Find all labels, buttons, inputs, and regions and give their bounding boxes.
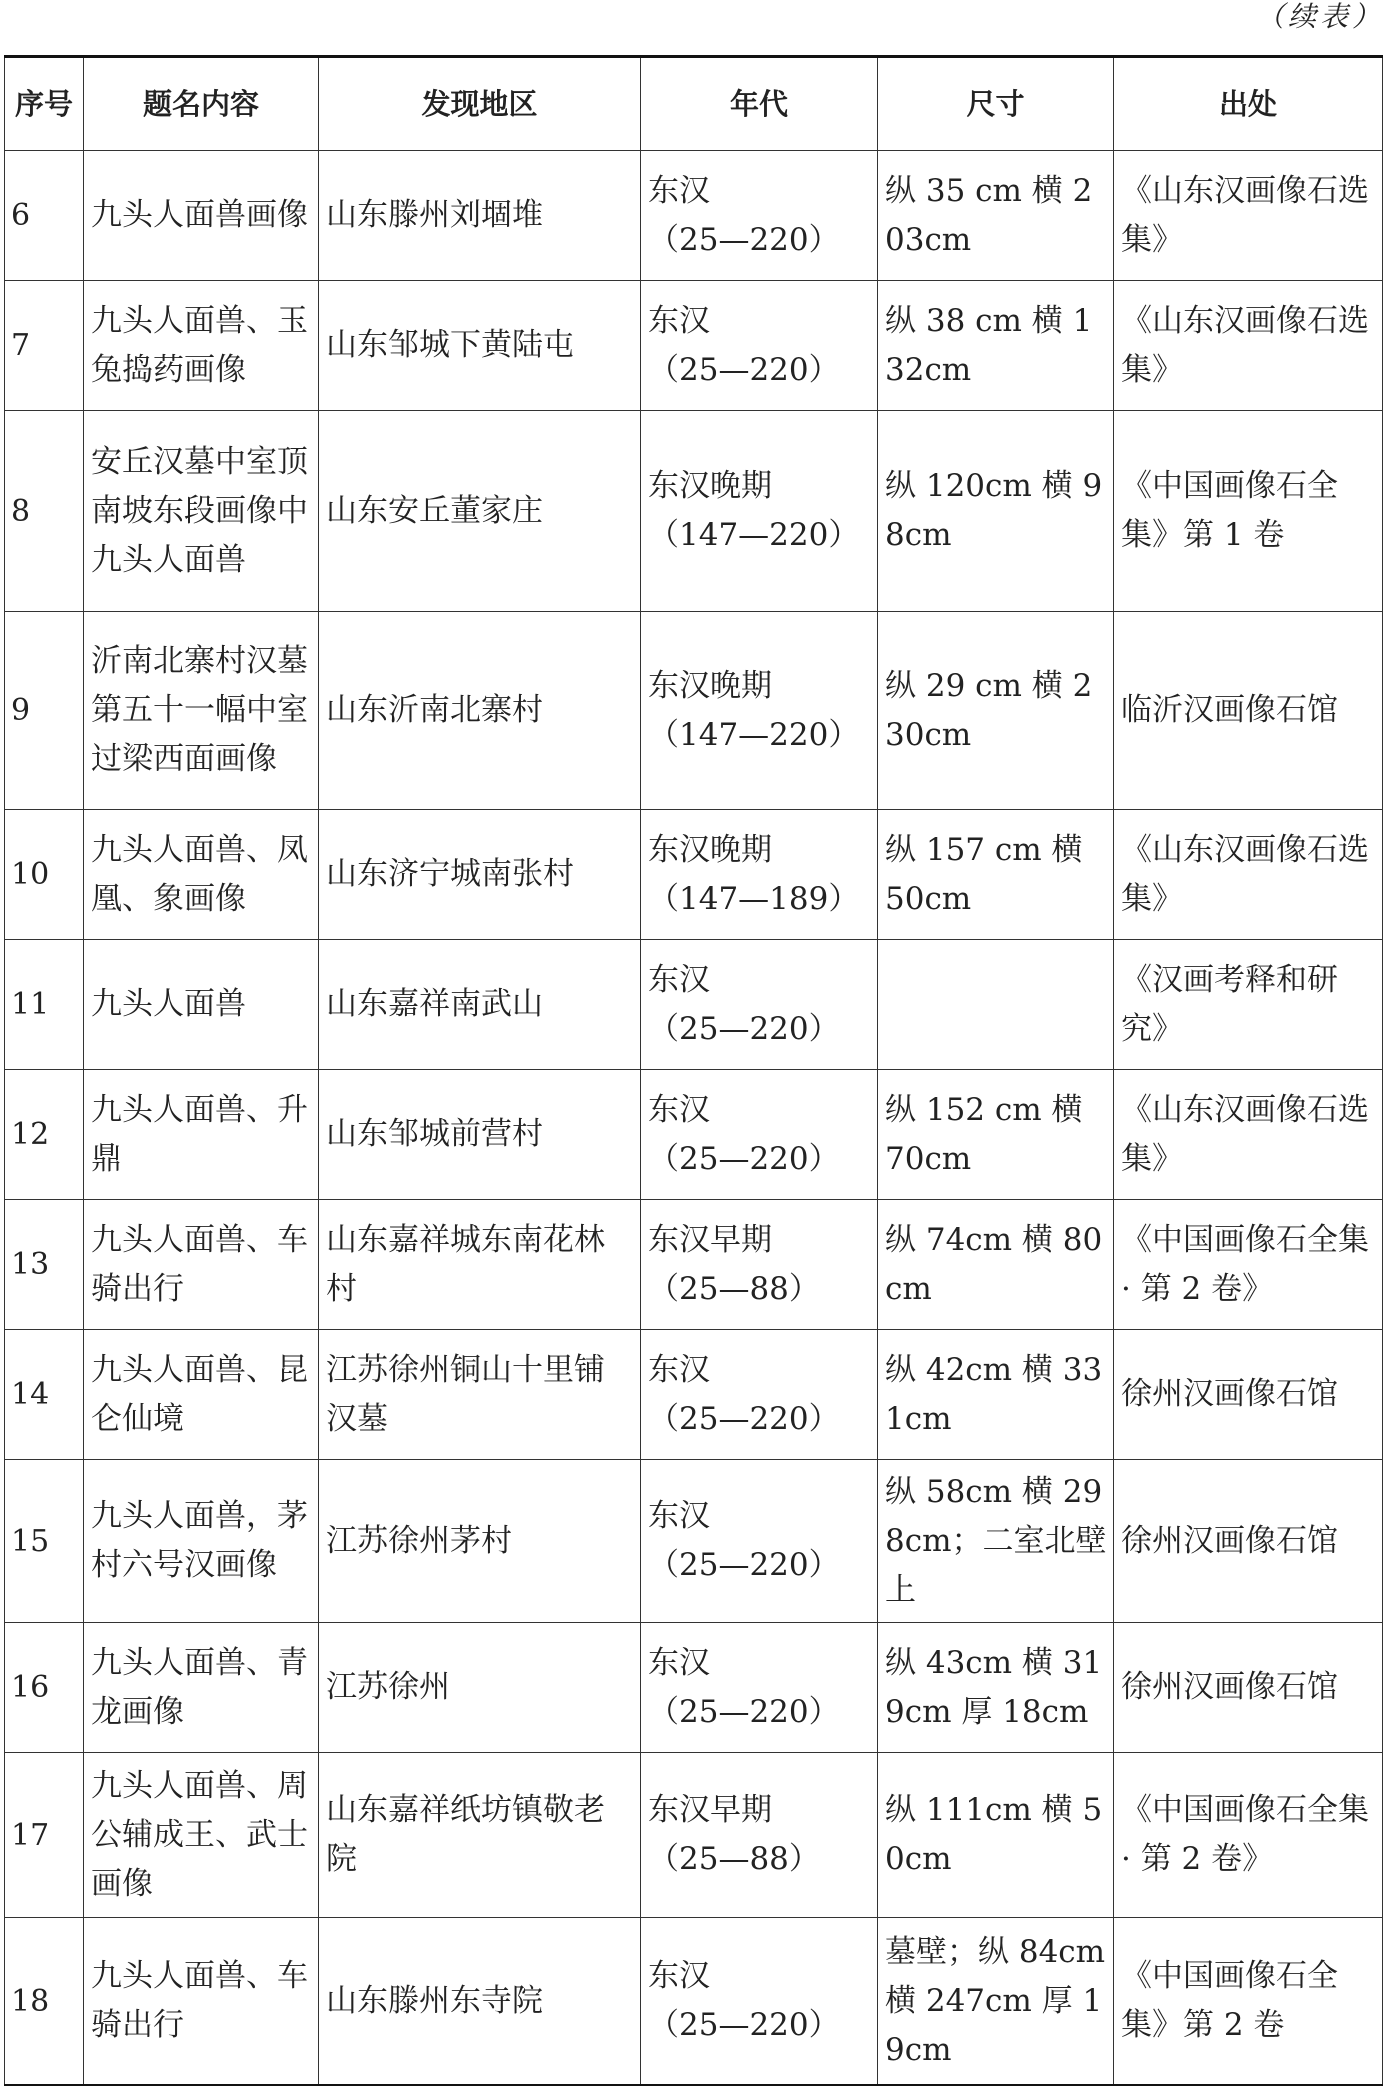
row-era: [641, 1070, 878, 1200]
row-place: 山东济宁城南张村: [319, 810, 641, 940]
table-row: [5, 1623, 1383, 1753]
table-row: [5, 1070, 1383, 1200]
row-size: 纵 35 cm 横 203cm: [878, 151, 1114, 281]
row-number: 16: [5, 1623, 84, 1753]
row-number: 13: [5, 1200, 84, 1330]
row-source: 临沂汉画像石馆: [1114, 612, 1383, 810]
row-size: 纵 152 cm 横 70cm: [878, 1070, 1114, 1200]
row-size: 墓壁；纵 84cm 横 247cm 厚 19cm: [878, 1918, 1114, 2086]
row-era: [641, 1753, 878, 1918]
row-source: 徐州汉画像石馆: [1114, 1460, 1383, 1623]
row-size: [878, 940, 1114, 1070]
row-title: 九头人面兽、玉兔捣药画像: [84, 281, 319, 411]
row-number: 10: [5, 810, 84, 940]
row-era: [641, 1460, 878, 1623]
table-row: [5, 411, 1383, 612]
row-size: 纵 157 cm 横 50cm: [878, 810, 1114, 940]
row-era-name: 东汉: [648, 1958, 710, 1994]
row-era: [641, 1918, 878, 2086]
header-cell: 题名内容: [84, 57, 319, 151]
row-source: 《山东汉画像石选集》: [1114, 1070, 1383, 1200]
row-era: [641, 1200, 878, 1330]
row-source: 《中国画像石全集》第 1 卷: [1114, 411, 1383, 612]
row-era-name: 东汉早期: [648, 1221, 772, 1258]
table-row: [5, 810, 1383, 940]
row-place: 山东嘉祥南武山: [319, 940, 641, 1070]
header-cell: 发现地区: [319, 57, 641, 151]
row-place: 山东沂南北寨村: [319, 612, 641, 810]
row-title: 九头人面兽、昆仑仙境: [84, 1330, 319, 1460]
row-place: 山东安丘董家庄: [319, 411, 641, 612]
row-title: 九头人面兽画像: [84, 151, 319, 281]
row-title: 九头人面兽、周公辅成王、武士画像: [84, 1753, 319, 1918]
row-number: 8: [5, 411, 84, 612]
row-place: 山东嘉祥纸坊镇敬老院: [319, 1753, 641, 1918]
row-era: [641, 810, 878, 940]
header-cell: 年代: [641, 57, 878, 151]
row-place: 江苏徐州茅村: [319, 1460, 641, 1623]
table-row: [5, 1753, 1383, 1918]
row-era: [641, 281, 878, 411]
row-size: 纵 111cm 横 50cm: [878, 1753, 1114, 1918]
row-era-name: 东汉晚期: [648, 831, 772, 868]
artifact-table: [4, 55, 1383, 2086]
row-source: 《中国画像石全集》第 2 卷: [1114, 1918, 1383, 2086]
row-number: 17: [5, 1753, 84, 1918]
row-era: [641, 1623, 878, 1753]
row-number: 15: [5, 1460, 84, 1623]
row-title: 九头人面兽、升鼎: [84, 1070, 319, 1200]
row-source: 《中国画像石全集 · 第 2 卷》: [1114, 1753, 1383, 1918]
row-era-name: 东汉: [648, 302, 710, 339]
table-header-row: [5, 57, 1383, 151]
row-place: 山东滕州东寺院: [319, 1918, 641, 2086]
row-place: 山东嘉祥城东南花林村: [319, 1200, 641, 1330]
row-number: 14: [5, 1330, 84, 1460]
row-size: 纵 29 cm 横 230cm: [878, 612, 1114, 810]
row-era: [641, 612, 878, 810]
row-era-range: （25—220）: [648, 1140, 840, 1177]
row-size: 纵 43cm 横 319cm 厚 18cm: [878, 1623, 1114, 1753]
row-source: 《汉画考释和研究》: [1114, 940, 1383, 1070]
row-era-name: 东汉: [648, 961, 710, 998]
row-source: 《山东汉画像石选集》: [1114, 151, 1383, 281]
row-size: 纵 120cm 横 98cm: [878, 411, 1114, 612]
row-place: 山东邹城下黄陆屯: [319, 281, 641, 411]
row-era-range: （25—220）: [648, 1693, 840, 1730]
row-era-name: 东汉: [648, 1351, 710, 1388]
row-title: 九头人面兽、凤凰、象画像: [84, 810, 319, 940]
row-era: [641, 411, 878, 612]
row-era: [641, 1330, 878, 1460]
row-number: 18: [5, 1918, 84, 2086]
row-title: 九头人面兽、青龙画像: [84, 1623, 319, 1753]
table-row: [5, 1918, 1383, 2086]
table-row: [5, 1330, 1383, 1460]
header-cell: 出处: [1114, 57, 1383, 151]
row-era-range: （25—220）: [648, 221, 840, 258]
row-place: 江苏徐州铜山十里铺汉墓: [319, 1330, 641, 1460]
row-number: 12: [5, 1070, 84, 1200]
table-row: [5, 612, 1383, 810]
row-era-range: （25—220）: [648, 1400, 840, 1437]
row-title: 九头人面兽、车骑出行: [84, 1200, 319, 1330]
row-era-range: （147—189）: [648, 880, 860, 917]
row-size: 纵 42cm 横 331cm: [878, 1330, 1114, 1460]
row-number: 9: [5, 612, 84, 810]
continued-label: （续表）: [1255, 0, 1384, 33]
table-row: [5, 1460, 1383, 1623]
row-era-name: 东汉: [648, 1644, 710, 1681]
table-row: [5, 281, 1383, 411]
row-era-range: （25—220）: [648, 351, 840, 388]
row-era-name: 东汉: [648, 1498, 710, 1534]
row-place: 江苏徐州: [319, 1623, 641, 1753]
row-era: [641, 151, 878, 281]
row-era-range: （147—220）: [648, 517, 860, 553]
row-era-range: （25—88）: [648, 1841, 820, 1877]
row-era-name: 东汉早期: [648, 1792, 772, 1828]
row-era-range: （25—220）: [648, 1547, 840, 1583]
row-source: 徐州汉画像石馆: [1114, 1623, 1383, 1753]
table-row: [5, 940, 1383, 1070]
row-era: [641, 940, 878, 1070]
row-era-range: （25—220）: [648, 1010, 840, 1047]
row-era-name: 东汉晚期: [648, 667, 772, 704]
table-row: [5, 1200, 1383, 1330]
header-cell: 序号: [5, 57, 84, 151]
row-source: 《中国画像石全集 · 第 2 卷》: [1114, 1200, 1383, 1330]
row-era-name: 东汉晚期: [648, 468, 772, 504]
row-place: 山东滕州刘堌堆: [319, 151, 641, 281]
row-title: 沂南北寨村汉墓第五十一幅中室过梁西面画像: [84, 612, 319, 810]
row-number: 7: [5, 281, 84, 411]
row-title: 九头人面兽，茅村六号汉画像: [84, 1460, 319, 1623]
row-era-name: 东汉: [648, 172, 710, 209]
row-size: 纵 74cm 横 80cm: [878, 1200, 1114, 1330]
row-number: 11: [5, 940, 84, 1070]
row-size: 纵 58cm 横 298cm；二室北壁上: [878, 1460, 1114, 1623]
row-place: 山东邹城前营村: [319, 1070, 641, 1200]
row-source: 《山东汉画像石选集》: [1114, 281, 1383, 411]
row-number: 6: [5, 151, 84, 281]
row-size: 纵 38 cm 横 132cm: [878, 281, 1114, 411]
table-row: [5, 151, 1383, 281]
row-era-name: 东汉: [648, 1091, 710, 1128]
row-era-range: （25—220）: [648, 2007, 840, 2043]
row-source: 《山东汉画像石选集》: [1114, 810, 1383, 940]
row-title: 九头人面兽、车骑出行: [84, 1918, 319, 2086]
row-era-range: （147—220）: [648, 716, 860, 753]
row-title: 安丘汉墓中室顶南坡东段画像中九头人面兽: [84, 411, 319, 612]
header-cell: 尺寸: [878, 57, 1114, 151]
row-era-range: （25—88）: [648, 1270, 820, 1307]
row-source: 徐州汉画像石馆: [1114, 1330, 1383, 1460]
row-title: 九头人面兽: [84, 940, 319, 1070]
